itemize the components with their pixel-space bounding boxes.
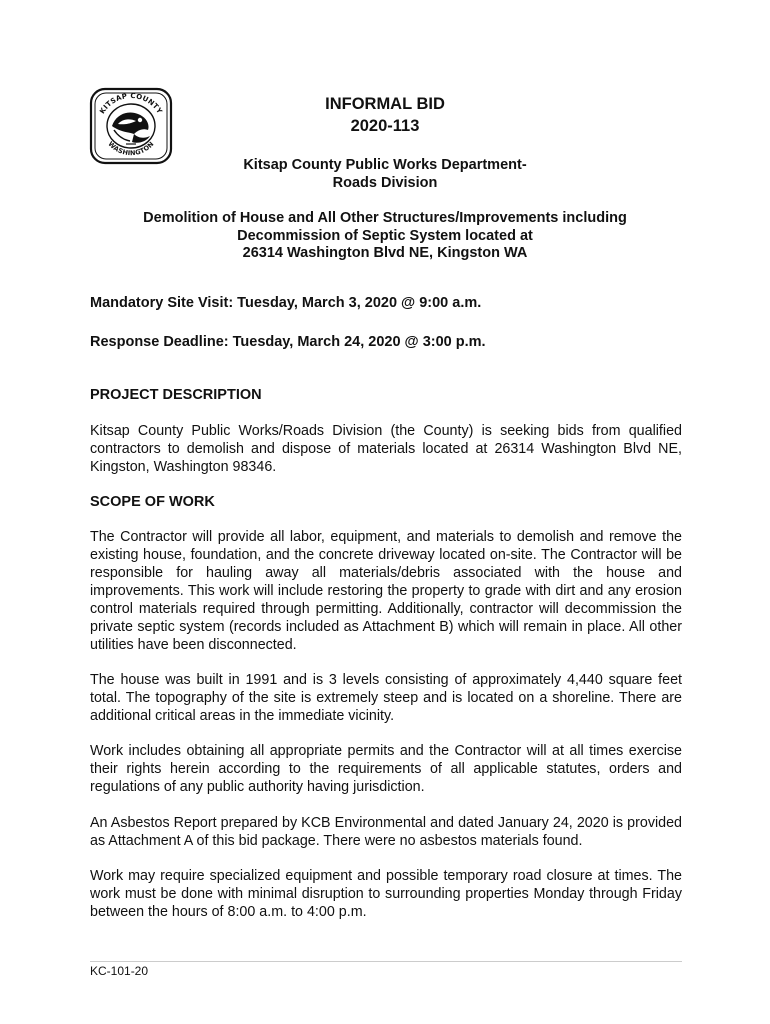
svg-text:WASHINGTON: WASHINGTON [106, 139, 156, 158]
department-line-1: Kitsap County Public Works Department- [243, 157, 527, 173]
footer-form-code: KC-101-20 [90, 964, 149, 978]
project-description-text: Kitsap County Public Works/Roads Division (the County) is seeking bids from qualified contractors to demolish and dispose of materials located at 26314 Washington Blvd NE, Kingston, Washington 98346. [90, 423, 682, 475]
svg-text:KITSAP COUNTY: KITSAP COUNTY [98, 91, 164, 116]
response-deadline: Response Deadline: Tuesday, March 24, 2020 @ 3:00 p.m. [90, 334, 486, 350]
bid-subject [90, 210, 680, 263]
department-line-2: Roads Division [332, 175, 438, 191]
scope-paragraph: An Asbestos Report prepared by KCB Environmental and dated January 24, 2020 is provided as Attachment A of this bid package. There were no asbestos materials found. [90, 815, 682, 849]
scope-paragraph: Work includes obtaining all appropriate permits and the Contractor will at all times exercise their rights herein according to the requirements of all applicable statutes, orders and regulations of any public authority having jurisdiction. [90, 743, 682, 795]
subject-line-3: 26314 Washington Blvd NE, Kingston WA [242, 245, 528, 261]
scope-paragraph: Work may require specialized equipment and possible temporary road closure at times. The work must be done with minimal disruption to surrounding properties Monday through Friday between the hours of 8:00 a.m. to 4:00 p.m. [90, 868, 682, 920]
site-visit-date: Mandatory Site Visit: Tuesday, March 3, 2020 @ 9:00 a.m. [90, 295, 482, 311]
department-name [90, 156, 680, 192]
subject-line-1: Demolition of House and All Other Structures/Improvements including [143, 210, 627, 226]
scope-of-work-heading: SCOPE OF WORK [90, 494, 215, 510]
document-header [90, 93, 680, 263]
subject-line-2: Decommission of Septic System located at [237, 227, 533, 244]
bid-number: 2020-113 [350, 117, 420, 135]
document-title: INFORMAL BID [325, 95, 445, 113]
project-description-heading: PROJECT DESCRIPTION [90, 387, 262, 403]
scope-paragraph: The Contractor will provide all labor, equipment, and materials to demolish and remove the existing house, foundation, and the concrete driveway located on-site. The Contractor will be responsible for hauling away all materials/debris associated with the house and improvements. This work will include restoring the property to grade with dirt and any erosion control materials required through permitting. Additionally, contractor will decommission the private septic system (records included as Attachment B) which will remain in place. All other utilities have been disconnected. [90, 529, 682, 653]
scope-paragraph: The house was built in 1991 and is 3 levels consisting of approximately 4,440 square feet total. The topography of the site is extremely steep and is located on a shoreline. There are additional critical areas in the immediate vicinity. [90, 672, 682, 724]
footer-divider [90, 961, 682, 962]
